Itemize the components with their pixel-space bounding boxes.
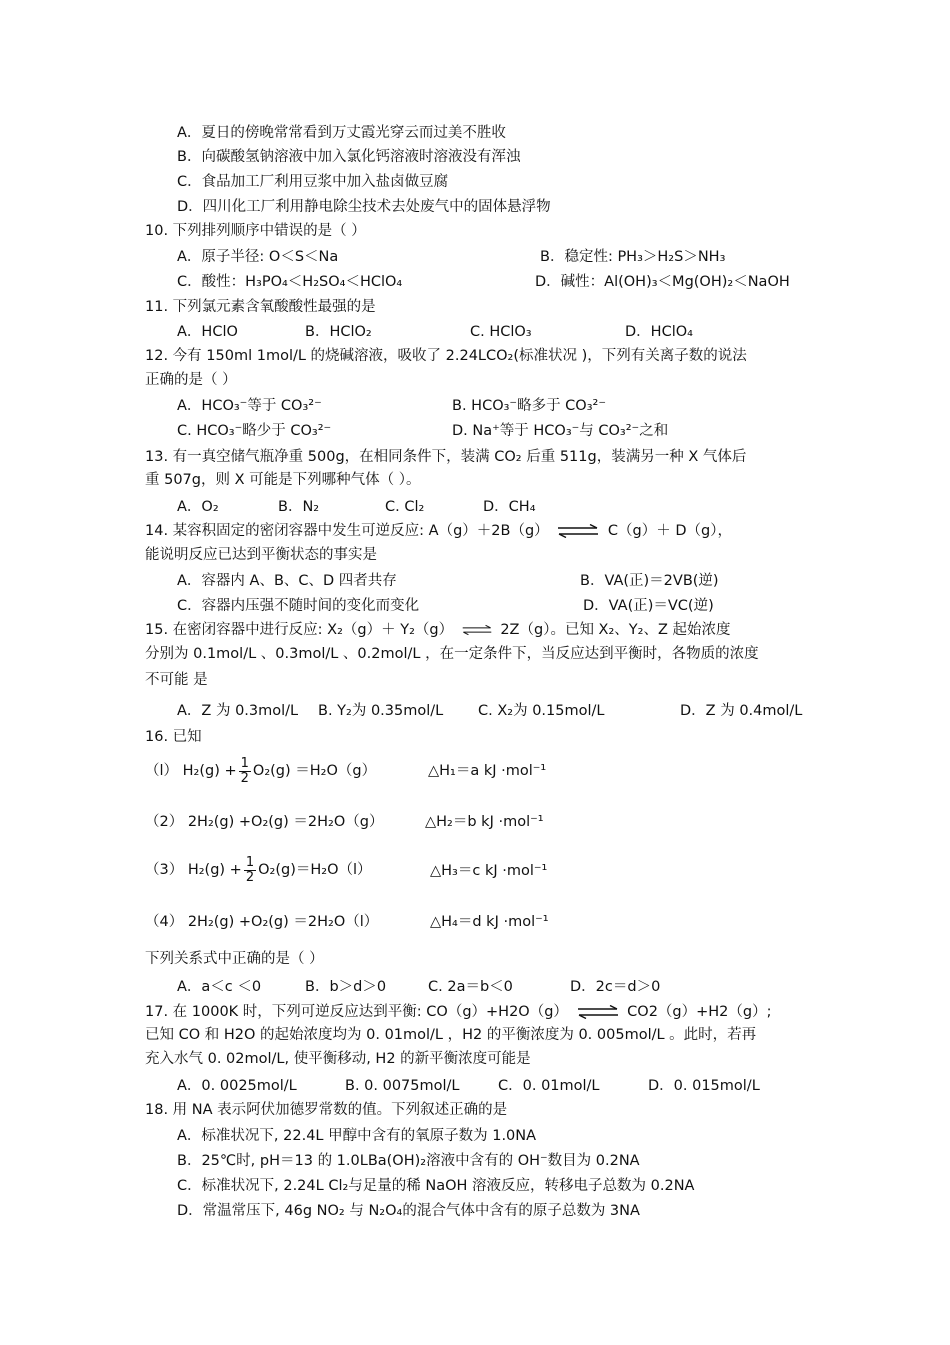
q15-stem-line3: 不可能 是 xyxy=(145,672,208,688)
q16-equation-2: （2） 2H₂(g) +O₂(g) ＝2H₂O（g） xyxy=(145,814,384,830)
q17-products: CO2（g）+H2（g）; xyxy=(627,1004,772,1020)
q13-option-c: C. Cl₂ xyxy=(385,499,425,515)
fraction-denominator: 2 xyxy=(245,869,255,885)
q10-option-c: C．酸性：H₃PO₄＜H₂SO₄＜HClO₄ xyxy=(177,274,403,290)
q17-stem-line3: 充入水气 0. 02mol/L, 使平衡移动, H2 的新平衡浓度可能是 xyxy=(145,1051,531,1067)
q16-equation-4: （4） 2H₂(g) +O₂(g) ＝2H₂O（l） xyxy=(145,914,379,930)
q13-option-d: D．CH₄ xyxy=(483,499,536,515)
q16-equation-3 xyxy=(145,854,372,886)
q17-reactants: 17. 在 1000K 时，下列可逆反应达到平衡: CO（g）+H2O（g） xyxy=(145,1004,568,1020)
q17-stem-line2: 已知 CO 和 H2O 的起始浓度均为 0. 01mol/L ，H2 的平衡浓度为 0. 005mol/L 。此时，若再 xyxy=(145,1027,757,1043)
q9-option-d: D．四川化工厂利用静电除尘技术去处废气中的固体悬浮物 xyxy=(177,199,551,215)
q16-option-b: B．b＞d＞0 xyxy=(305,979,387,995)
q16-eq1-enthalpy: △H₁＝a kJ ·mol⁻¹ xyxy=(428,763,547,779)
fraction-numerator: 1 xyxy=(245,854,255,870)
q11-option-c: C. HClO₃ xyxy=(470,324,532,340)
q15-option-a: A．Z 为 0.3mol/L xyxy=(177,703,299,719)
q15-stem-line2: 分别为 0.1mol/L 、0.3mol/L 、0.2mol/L ，在一定条件下，当反应达到平衡时，各物质的浓度 xyxy=(145,646,759,662)
q17-option-d: D．0. 015mol/L xyxy=(648,1078,760,1094)
q12-option-a: A．HCO₃⁻等于 CO₃²⁻ xyxy=(177,398,322,414)
q10-option-a: A．原子半径: O＜S＜Na xyxy=(177,249,339,265)
equilibrium-arrow-icon xyxy=(462,623,492,637)
q14-option-c: C．容器内压强不随时间的变化而变化 xyxy=(177,598,420,614)
fraction-one-half xyxy=(239,757,251,786)
q18-option-b: B．25℃时, pH＝13 的 1.0LBa(OH)₂溶液中含有的 OH⁻数目为 0.2NA xyxy=(177,1153,640,1169)
q10-option-d: D．碱性：Al(OH)₃＜Mg(OH)₂＜NaOH xyxy=(535,274,790,290)
q15-stem-line1 xyxy=(145,620,731,640)
fraction-one-half xyxy=(244,856,256,885)
equilibrium-arrow-icon xyxy=(557,524,599,538)
q14-option-b: B．VA(正)＝2VB(逆) xyxy=(580,573,719,589)
q14-option-d: D．VA(正)＝VC(逆) xyxy=(583,598,714,614)
q15-option-b: B. Y₂为 0.35mol/L xyxy=(318,703,444,719)
q17-stem-line1 xyxy=(145,1002,772,1022)
q12-stem-line1: 12. 今有 150ml 1mol/L 的烧碱溶液，吸收了 2.24LCO₂(标准状况 )，下列有关离子数的说法 xyxy=(145,348,747,364)
q12-option-d: D. Na⁺等于 HCO₃⁻与 CO₃²⁻之和 xyxy=(452,423,669,439)
q12-stem-line2: 正确的是（ ） xyxy=(145,372,237,388)
fraction-denominator: 2 xyxy=(240,770,249,786)
q16-equation-1 xyxy=(145,755,376,787)
q9-option-b: B．向碳酸氢钠溶液中加入氯化钙溶液时溶液没有浑浊 xyxy=(177,149,521,165)
q15-products: 2Z（g）。已知 X₂、Y₂、Z 起始浓度 xyxy=(500,622,731,638)
q12-option-b: B. HCO₃⁻略多于 CO₃²⁻ xyxy=(452,398,606,414)
q16-option-d: D．2c＝d＞0 xyxy=(570,979,661,995)
q17-option-c: C．0. 01mol/L xyxy=(498,1078,600,1094)
q16-option-a: A．a＜c ＜0 xyxy=(177,979,262,995)
q16-prompt: 下列关系式中正确的是（ ） xyxy=(145,951,324,967)
q12-option-c: C. HCO₃⁻略少于 CO₃²⁻ xyxy=(177,423,332,439)
q15-option-c: C. X₂为 0.15mol/L xyxy=(478,703,605,719)
q16-eq2-enthalpy: △H₂＝b kJ ·mol⁻¹ xyxy=(425,814,544,830)
q17-option-a: A．0. 0025mol/L xyxy=(177,1078,297,1094)
q16-eq3-rhs: O₂(g)＝H₂O（l） xyxy=(258,862,372,878)
q9-option-c: C．食品加工厂利用豆浆中加入盐卤做豆腐 xyxy=(177,174,449,190)
fraction-numerator: 1 xyxy=(240,755,249,771)
q10-option-b: B．稳定性: PH₃＞H₂S＞NH₃ xyxy=(540,249,726,265)
q11-option-b: B．HClO₂ xyxy=(305,324,372,340)
q11-option-a: A．HClO xyxy=(177,324,238,340)
q16-eq3-enthalpy: △H₃＝c kJ ·mol⁻¹ xyxy=(430,863,548,879)
q11-stem: 11. 下列氯元素含氧酸酸性最强的是 xyxy=(145,299,376,315)
q9-option-a: A．夏日的傍晚常常看到万丈霞光穿云而过美不胜收 xyxy=(177,125,506,141)
q16-eq1-rhs: O₂(g) ＝H₂O（g） xyxy=(252,763,377,779)
q16-stem: 16. 已知 xyxy=(145,729,202,745)
q13-option-a: A．O₂ xyxy=(177,499,219,515)
q14-stem-line2: 能说明反应已达到平衡状态的事实是 xyxy=(145,547,377,563)
q14-products: C（g）＋ D（g）， xyxy=(607,523,732,539)
q18-option-d: D．常温常压下, 46g NO₂ 与 N₂O₄的混合气体中含有的原子总数为 3NA xyxy=(177,1203,640,1219)
q10-stem: 10. 下列排列顺序中错误的是（ ） xyxy=(145,223,366,239)
q16-eq4-enthalpy: △H₄＝d kJ ·mol⁻¹ xyxy=(430,914,549,930)
q14-stem-line1 xyxy=(145,521,732,541)
q15-option-d: D．Z 为 0.4mol/L xyxy=(680,703,803,719)
q18-option-c: C．标准状况下, 2.24L Cl₂与足量的稀 NaOH 溶液反应，转移电子总数为 0.2NA xyxy=(177,1178,695,1194)
q18-stem: 18. 用 NA 表示阿伏加德罗常数的值。下列叙述正确的是 xyxy=(145,1102,508,1118)
q17-option-b: B. 0. 0075mol/L xyxy=(345,1078,460,1094)
equilibrium-arrow-icon xyxy=(577,1005,619,1019)
q13-stem-line1: 13. 有一真空储气瓶净重 500g，在相同条件下，装满 CO₂ 后重 511g，装满另一种 X 气体后 xyxy=(145,449,747,465)
q18-option-a: A．标准状况下, 22.4L 甲醇中含有的氧原子数为 1.0NA xyxy=(177,1128,537,1144)
q13-option-b: B．N₂ xyxy=(278,499,320,515)
q14-reactants: 14. 某容积固定的密闭容器中发生可逆反应: A（g）＋2B（g） xyxy=(145,523,549,539)
q14-option-a: A．容器内 A、B、C、D 四者共存 xyxy=(177,573,397,589)
q16-option-c: C. 2a＝b＜0 xyxy=(428,979,513,995)
q16-eq3-lhs: （3） H₂(g) + xyxy=(145,862,242,878)
q16-eq1-lhs: （l） H₂(g) + xyxy=(145,763,237,779)
q13-stem-line2: 重 507g，则 X 可能是下列哪种气体（ ）。 xyxy=(145,472,421,488)
q11-option-d: D．HClO₄ xyxy=(625,324,693,340)
q15-reactants: 15. 在密闭容器中进行反应: X₂（g）＋ Y₂（g） xyxy=(145,622,454,638)
